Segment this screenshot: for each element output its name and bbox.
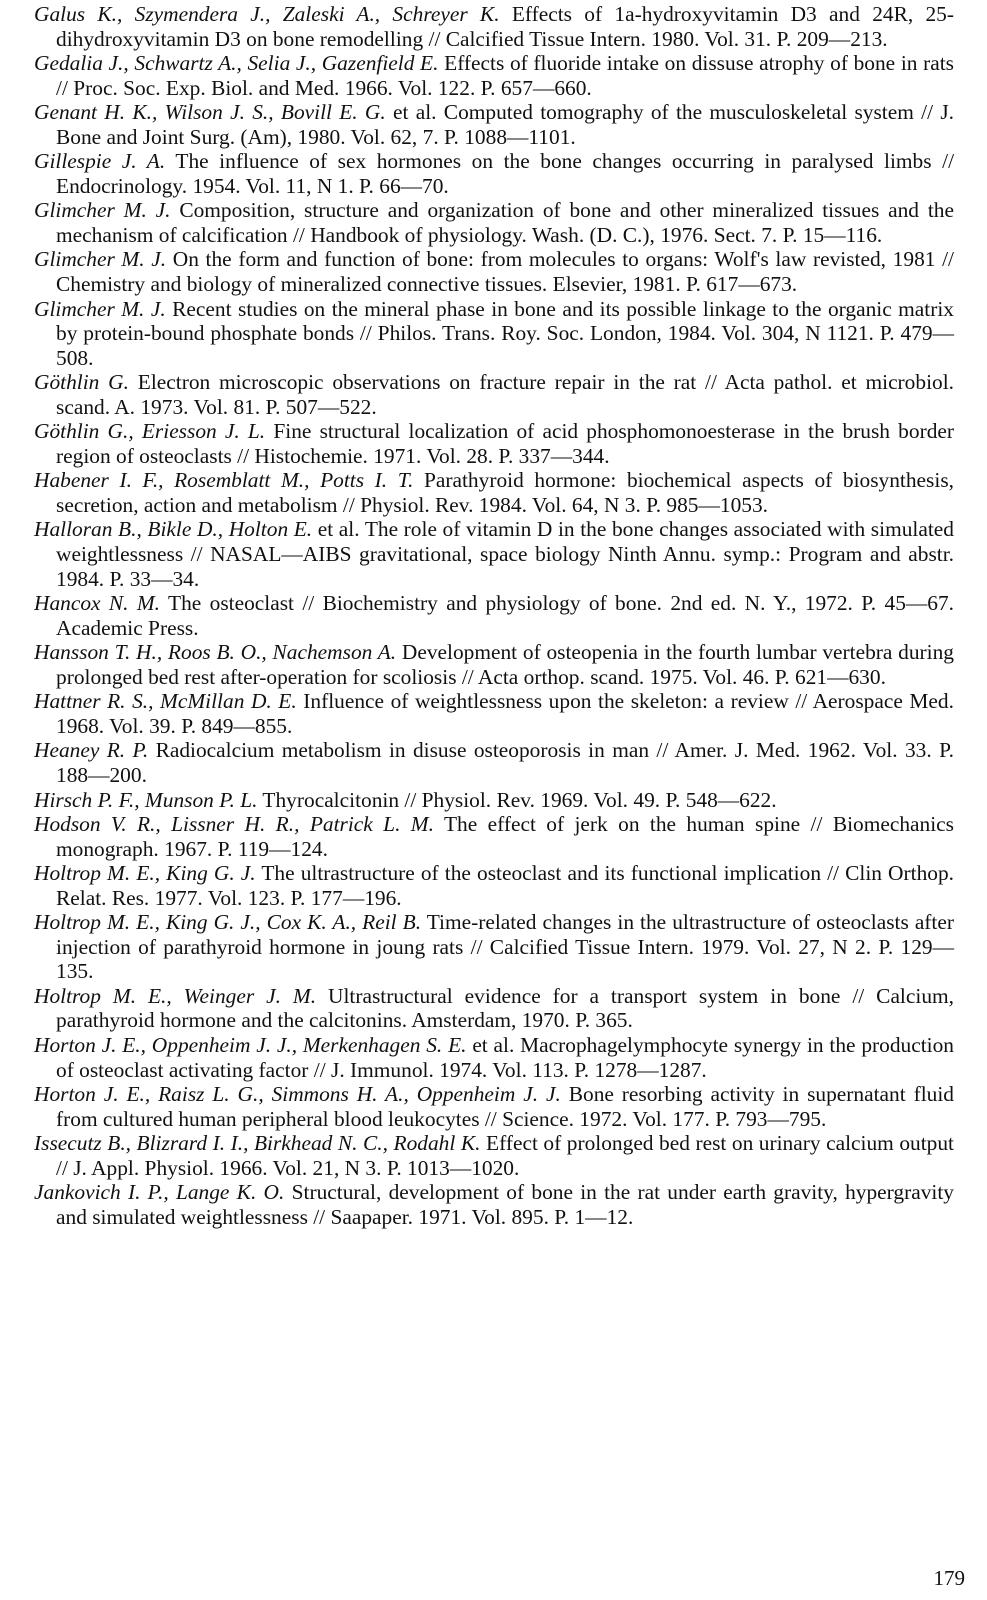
reference-authors: Glimcher M. J.: [34, 247, 167, 272]
reference-entry: [34, 468, 954, 517]
reference-text: Effects of 1a-hydroxyvitamin D3 and 24R, 25-dihydroxyvitamin D3 on bone remodelling // Calcified Tissue Intern. 1980. Vol. 31. P. 209—213.: [56, 2, 954, 51]
reference-entry: [34, 100, 954, 149]
reference-text: Development of osteopenia in the fourth lumbar vertebra during prolonged bed rest after-operation for scoliosis // Acta orthop. scand. 1975. Vol. 46. P. 621—630.: [56, 640, 954, 689]
reference-text: Radiocalcium metabolism in disuse osteoporosis in man // Amer. J. Med. 1962. Vol. 33. P. 188—200.: [56, 738, 954, 787]
reference-authors: Issecutz B., Blizrard I. I., Birkhead N. C., Rodahl K.: [34, 1131, 481, 1156]
reference-authors: Gedalia J., Schwartz A., Selia J., Gazenfield E.: [34, 51, 439, 76]
reference-authors: Galus K., Szymendera J., Zaleski A., Schreyer K.: [34, 2, 500, 26]
reference-entry: [34, 812, 954, 861]
reference-text: Thyrocalcitonin // Physiol. Rev. 1969. Vol. 49. P. 548—622.: [262, 787, 777, 812]
reference-authors: Göthlin G., Eriesson J. L.: [34, 419, 266, 444]
reference-entry: [34, 1131, 954, 1180]
reference-authors: Heaney R. P.: [34, 738, 149, 763]
reference-entry: [34, 247, 954, 296]
reference-entry: [34, 370, 954, 419]
reference-entry: [34, 788, 954, 813]
reference-authors: Hirsch P. F., Munson P. L.: [34, 787, 258, 812]
reference-authors: Hodson V. R., Lissner H. R., Patrick L. M.: [34, 812, 434, 837]
reference-authors: Gillespie J. A.: [34, 149, 166, 174]
reference-entry: [34, 689, 954, 738]
reference-text: Ultrastructural evidence for a transport system in bone // Calcium, parathyroid hormone and the calcitonins. Amsterdam, 1970. P. 365.: [56, 983, 954, 1033]
reference-entry: [34, 984, 954, 1033]
reference-text: et al. Macrophagelymphocyte synergy in the production of osteoclast activating factor // J. Immunol. 1974. Vol. 113. P. 1278—1287.: [56, 1032, 954, 1082]
reference-entry: [34, 198, 954, 247]
reference-authors: Glimcher M. J.: [34, 296, 166, 321]
reference-authors: Hansson T. H., Roos B. O., Nachemson A.: [34, 640, 397, 665]
reference-text: et al. Computed tomography of the musculoskeletal system // J. Bone and Joint Surg. (Am), 1980. Vol. 62, 7. P. 1088—1101.: [56, 100, 954, 149]
reference-text: Structural, development of bone in the rat under earth gravity, hypergravity and simulated weightlessness // Saapaper. 1971. Vol. 895. P. 1—12.: [56, 1180, 954, 1229]
reference-text: Composition, structure and organization of bone and other mineralized tissues and the mechanism of calcification // Handbook of physiology. Wash. (D. C.), 1976. Sect. 7. P. 15—116.: [56, 198, 954, 247]
reference-text: Time-related changes in the ultrastructure of osteoclasts after injection of parathyroid hormone in joung rats // Calcified Tissue Intern. 1979. Vol. 27, N 2. P. 129—135.: [56, 910, 954, 984]
reference-text: Recent studies on the mineral phase in bone and its possible linkage to the organic matrix by protein-bound phosphate bonds // Philos. Trans. Roy. Soc. London, 1984. Vol. 304, N 1121. P. 479—508.: [56, 296, 954, 370]
reference-entry: [34, 640, 954, 689]
reference-text: The influence of sex hormones on the bone changes occurring in paralysed limbs // Endocrinology. 1954. Vol. 11, N 1. P. 66—70.: [56, 149, 955, 198]
reference-authors: Hattner R. S., McMillan D. E.: [34, 689, 297, 714]
reference-authors: Hancox N. M.: [34, 591, 161, 616]
reference-entry: [34, 297, 954, 371]
reference-text: Effect of prolonged bed rest on urinary calcium output // J. Appl. Physiol. 1966. Vol. 21, N 3. P. 1013—1020.: [56, 1131, 954, 1180]
reference-entry: [34, 517, 954, 591]
reference-text: et al. The role of vitamin D in the bone changes associated with simulated weightlessness // NASAL—AIBS gravitational, space biology Ninth Annu. symp.: Program and abstr. 1984. P. 33—34.: [56, 517, 954, 591]
reference-authors: Halloran B., Bikle D., Holton E.: [34, 517, 313, 542]
reference-authors: Horton J. E., Oppenheim J. J., Merkenhagen S. E.: [34, 1032, 467, 1057]
reference-authors: Holtrop M. E., Weinger J. M.: [34, 983, 317, 1008]
reference-text: Influence of weightlessness upon the skeleton: a review // Aerospace Med. 1968. Vol. 39. P. 849—855.: [56, 689, 954, 738]
reference-text: Fine structural localization of acid phosphomonoesterase in the brush border region of osteoclasts // Histochemie. 1971. Vol. 28. P. 337—344.: [56, 419, 955, 468]
reference-authors: Holtrop M. E., King G. J.: [34, 861, 256, 886]
reference-authors: Holtrop M. E., King G. J., Cox K. A., Reil B.: [34, 910, 422, 935]
reference-authors: Jankovich I. P., Lange K. O.: [34, 1180, 285, 1205]
reference-text: On the form and function of bone: from molecules to organs: Wolf's law revisted, 1981 // Chemistry and biology of mineralized connective tissues. Elsevier, 1981. P. 617—673.: [56, 247, 954, 297]
reference-authors: Glimcher M. J.: [34, 198, 171, 223]
reference-text: Effects of fluoride intake on dissuse atrophy of bone in rats // Proc. Soc. Exp. Biol. and Med. 1966. Vol. 122. P. 657—660.: [56, 51, 954, 100]
reference-text: The osteoclast // Biochemistry and physiology of bone. 2nd ed. N. Y., 1972. P. 45—67. Academic Press.: [56, 591, 955, 640]
reference-entry: [34, 738, 954, 787]
reference-entry: [34, 861, 954, 910]
reference-text: The effect of jerk on the human spine // Biomechanics monograph. 1967. P. 119—124.: [56, 812, 954, 861]
reference-entry: [34, 149, 954, 198]
reference-entry: [34, 910, 954, 984]
reference-text: Parathyroid hormone: biochemical aspects of biosynthesis, secretion, action and metabolism // Physiol. Rev. 1984. Vol. 64, N 3. P. 985—1053.: [56, 468, 954, 517]
reference-text: Bone resorbing activity in supernatant fluid from cultured human peripheral blood leukocytes // Science. 1972. Vol. 177. P. 793—795.: [56, 1082, 954, 1131]
reference-authors: Horton J. E., Raisz L. G., Simmons H. A., Oppenheim J. J.: [34, 1082, 561, 1107]
page-number: 179: [933, 1566, 965, 1590]
reference-entry: [34, 51, 954, 100]
reference-entry: [34, 1180, 954, 1229]
reference-entry: [34, 2, 954, 51]
reference-authors: Habener I. F., Rosemblatt M., Potts I. T.: [34, 468, 414, 493]
reference-entry: [34, 1082, 954, 1131]
reference-text: Electron microscopic observations on fracture repair in the rat // Acta pathol. et microbiol. scand. A. 1973. Vol. 81. P. 507—522.: [56, 370, 955, 419]
reference-entry: [34, 591, 954, 640]
reference-authors: Göthlin G.: [34, 370, 129, 395]
reference-list: [34, 2, 954, 1229]
reference-authors: Genant H. K., Wilson J. S., Bovill E. G.: [34, 100, 386, 125]
reference-text: The ultrastructure of the osteoclast and its functional implication // Clin Orthop. Relat. Res. 1977. Vol. 123. P. 177—196.: [56, 861, 955, 910]
reference-entry: [34, 1033, 954, 1082]
reference-entry: [34, 419, 954, 468]
